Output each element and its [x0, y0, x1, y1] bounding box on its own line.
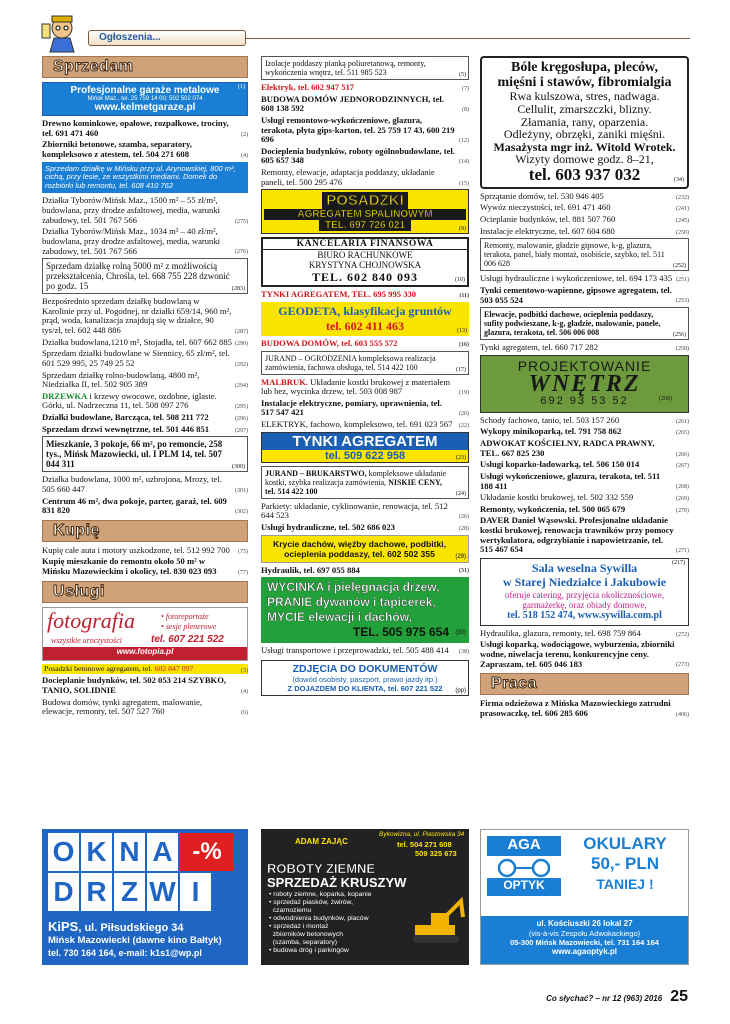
ad-tynki-agregatem: TYNKI AGREGATEM tel. 509 622 958 (23)	[261, 432, 469, 463]
ad-sywilla: Sala weselna Sywilla w Starej Niedziałce i Jakubowie oferuje catering, przyjęcia okolicznościowe, garmażerkę, oraz obiady domowe, tel. 518 152 474, www.sywilla.com.pl (217)	[480, 558, 689, 626]
header-rule	[246, 38, 690, 39]
service-line: zbiorników betonowych	[269, 931, 344, 939]
ad-adam-zajac: ADAM ZAJĄC Bykowizna, ul. Piastowska 34 tel. 504 271 608 509 325 673 ROBOTY ZIEMNE SPRZEDAŻ KRUSZYW • roboty ziemne, koparka, kopanie • sprzedaż piasków, żwirów, czarnoziemu • odwodnienia budynków, placów • sprzedaż i montaż zbiorników betonowych (szamba, separatory) • budowa dróg i parkingów	[261, 829, 469, 965]
ad-hydraulik: Hydraulik, tel. 697 055 884 (31)	[261, 564, 469, 575]
box-remonty: Remonty, malowanie, gładzie gipsowe, k-g, glazura, terakota, panel, biały montaż, osobiście, szybko, tel. 511 006 628 (252)	[480, 238, 689, 271]
excavator-icon	[411, 895, 465, 947]
service-line: • roboty ziemne, koparka, kopanie	[269, 891, 374, 898]
classified-item: Usługi wykończeniowe, glazura, terakota, tel. 511 188 411 (268)	[480, 470, 689, 491]
letter-tile: A	[147, 833, 178, 871]
letter-tile: O	[48, 833, 79, 871]
classified-item: DAVER Daniel Wąsowski. Profesjonalne układanie kostki brukowej, renowacja trawników przy pomocy wertykulatora, odgrzybianie i napowietrzanie, tel. 515 467 654 (271)	[480, 515, 689, 555]
service-line: (szamba, separatory)	[269, 939, 337, 947]
classified-item: Parkiety: układanie, cyklinowanie, renowacja, tel. 512 644 523 (26)	[261, 500, 469, 521]
discount-tile: -%	[180, 833, 234, 871]
classified-item: Działki budowlane, Barcząca, tel. 508 211 772 (296)	[42, 412, 248, 422]
service-line: czarnoziemu	[269, 907, 312, 915]
ad-aga-optyk: AGA OPTYK OKULARY 50,- PLN TANIEJ ! ul. Kościuszki 26 lokal 27 (vis-à-vis Zespołu Adwokackiego) 05-300 Mińsk Mazowiecki, tel. 731 164 164 www.agaoptyk.pl	[480, 829, 689, 965]
ad-tynki-2: Tynki agregatem, tel. 660 717 282 (258)	[480, 342, 689, 353]
classified-item: Układanie kostki brukowej, tel. 502 332 559 (269)	[480, 492, 689, 503]
ad-budowa-red: BUDOWA DOMÓW, tel. 603 555 572 (16)	[261, 337, 469, 348]
classified-item: ELEKTRYK, fachowo, kompleksowo, tel. 691 023 567 (22)	[261, 419, 469, 429]
classified-item: Sprzedam drzwi wewnętrzne, tel. 501 446 851 (297)	[42, 423, 248, 434]
ad-drzewka: DRZEWKA i krzewy owocowe, ozdobne, iglaste. Górki, ul. Nadrzeczna 11, tel. 508 097 276 (295)	[42, 390, 248, 411]
box-izolacje: Izolacje poddaszy pianką poliuretanową, remonty, wykończenia wnętrz, tel. 511 985 523 (5)	[261, 56, 469, 80]
classified-item: Docieplanie budynków, tel. 502 053 214 SZYBKO, TANIO, SOLIDNIE (4)	[42, 675, 248, 695]
classified-item: Działka budowlana, 1000 m², uzbrojona, Mrozy, tel. 505 660 447 (301)	[42, 474, 248, 494]
ad-kancelaria: KANCELARIA FINANSOWA BIURO RACHUNKOWE KRYSTYNA CHOJNOWSKA TEL. 602 840 093 (10)	[261, 237, 469, 287]
box-dzialka-rolna: Sprzedam działkę rolną 5000 m² z możliwością przekształcenia, Chrośla, tel. 668 755 228 dzwonić po godz. 15 (283)	[42, 258, 248, 294]
section-header-bar	[88, 30, 246, 46]
service-line: • odwodnienia budynków, placów	[269, 915, 369, 923]
classified-item: BUDOWA DOMÓW JEDNORODZINNYCH, tel. 608 138 592 (8)	[261, 93, 469, 114]
classified-item: Bezpośrednio sprzedam działkę budowlaną w Karolinie przy ul. Pogodnej, nr działki 659/14, 960 m², prąd, woda, kanalizacja znajdują się w działce, 90 tys/zł, tel. 602 448 886 (287)	[42, 296, 248, 335]
ad-praca: Firma odzieżowa z Mińska Mazowieckiego zatrudni prasowaczkę, tel. 606 285 606 (406)	[480, 698, 689, 718]
classified-item: Schody fachowo, tanio, tel. 503 157 260 (261)	[480, 414, 689, 425]
classified-item: Instalacje elektryczne, pomiary, uprawnienia, tel. 517 547 421 (20)	[261, 397, 469, 418]
section-sprzedam: Sprzedam	[42, 56, 248, 78]
page-number: 25	[670, 988, 688, 1005]
ad-krycie-dachow: Krycie dachów, więźby dachowe, podbitki, ocieplenia poddaszy, tel. 602 502 355 (29)	[261, 535, 469, 563]
classified-item: Drewno kominkowe, opałowe, rozpałkowe, trociny, tel. 691 471 460 (2)	[42, 118, 248, 138]
classified-item: Usługi koparko-ładowarką, tel. 506 150 014 (267)	[480, 459, 689, 470]
mascot-icon	[38, 14, 86, 54]
ad-transport: Usługi transportowe i przeprowadzki, tel. 505 488 414 (38)	[261, 645, 469, 656]
ad-garaze: Profesjonalne garaże metalowe Mińsk Maz., tel. 25 759 14 00; 502 502 074 www.kelmetgaraze.pl (1)	[42, 82, 248, 116]
classified-item: Usługi remontowo-wykończeniowe, glazura, terakota, płyta gips-karton, tel. 25 759 17 43, 600 219 696 (12)	[261, 114, 469, 145]
classified-item: Tynki cementowo-wapienne, gipsowe agregatem, tel. 503 055 524 (253)	[480, 284, 689, 305]
letter-tile: K	[81, 833, 112, 871]
column-middle	[261, 56, 469, 696]
classified-item: Sprzedam działki budowlane w Siennicy, 65 zł/m², tel. 601 529 995, 25 749 25 52 (292)	[42, 348, 248, 368]
classified-item: Kupię całe auta i motory uszkodzone, tel. 512 992 700 (75)	[42, 544, 248, 555]
letter-tile: D	[48, 873, 79, 911]
ad-posadzki-betonowe: Posadzki betonowe agregatem, tel. 602 847 097 (3)	[44, 663, 248, 674]
classified-item: Wywóz nieczystości, tel. 691 471 460 (241)	[480, 202, 689, 213]
classified-item: Usługi hydrauliczne i wykończeniowe, tel. 694 173 435 (251)	[480, 273, 689, 284]
box-jurand-ogrodzenia: JURAND – OGRODZENIA kompleksowa realizacja zamówienia, fachowa obsługa, tel. 514 422 100 (17)	[261, 351, 469, 375]
classified-item: Remonty, wykończenia, tel. 500 065 679 (270)	[480, 503, 689, 514]
ad-bole-kregoslupa: Bóle kręgosłupa, pleców, mięśni i stawów, fibromialgia Rwa kulszowa, stres, nadwaga. Cellulit, zmarszczki, blizny. Złamania, rany, oparzenia. Odleżyny, obrzęki, zaniki mięśni. Masażysta mgr inż. Witold Wrotek. Wizyty domowe godz. 8–21, tel. 603 937 032 (34)	[480, 56, 689, 189]
box-jurand-brukarstwo: JURAND – BRUKARSTWO, kompleksowe układanie kostki, szybka realizacja zamówienia, NISKIE CENY, tel. 514 422 100 (24)	[261, 466, 469, 499]
classified-item: Sprzedam działkę rolno-budowlaną, 4800 m², Niedziałka II, tel. 502 905 389 (294)	[42, 369, 248, 390]
letter-tile: I	[180, 873, 211, 911]
classified-item: Kupię mieszkanie do remontu około 50 m² w Mińsku Mazowieckim i okolicy, tel. 830 023 093 (77)	[42, 556, 248, 576]
letter-tile: N	[114, 833, 145, 871]
section-header-label: Ogłoszenia...	[99, 32, 161, 43]
column-left	[42, 56, 248, 719]
classified-item: Usługi koparką, wodociągowe, wyburzenia, zbiorniki wodne, niwelacja terenu, konkurencyjne ceny. Zapraszam, tel. 605 046 183 (273)	[480, 639, 689, 669]
box-mieszkanie: Mieszkanie, 3 pokoje, 66 m², po remoncie, 258 tys., Mińsk Mazowiecki, ul. I PLM 14, tel. 507 044 311 (300)	[42, 436, 248, 472]
classified-item: Działka budowlana,1210 m², Stojadła, tel. 607 662 885 (290)	[42, 336, 248, 347]
classified-item: Ocieplanie budynków, tel. 881 507 760 (245)	[480, 214, 689, 225]
classified-item: Centrum 46 m², dwa pokoje, parter, garaż, tel. 609 831 820 (302)	[42, 495, 248, 516]
ad-wycinka: WYCINKA i pielęgnacja drzew, PRANIE dywanów i tapicerek, MYCIE elewacji i dachów, TEL. 505 975 654 (30)	[261, 577, 469, 643]
classified-item: Działka Tyborów/Mińsk Maz., 1500 m² – 55 zł/m², budowlana, przy drodze asfaltowej, media, warunki zabudowy, tel. 501 767 566 (275)	[42, 195, 248, 225]
column-right	[480, 56, 689, 720]
classified-item: Instalacje elektryczne, tel. 607 604 680 (250)	[480, 225, 689, 236]
section-kupie: Kupię	[42, 520, 248, 542]
classified-item: Remonty, elewacje, adaptacja poddaszy, układanie paneli, tel. 500 295 476 (15)	[261, 167, 469, 187]
promo-dzialka: Sprzedam działkę w Mińsku przy ul. Arynowskiej, 800 m², cichą, przy lesie, ze wszystkimi mediami. Domek do rozbiórki lub remontu, tel. 608 410 762	[42, 162, 248, 194]
classified-item: Elektryk, tel. 602 947 517 (7)	[261, 82, 469, 92]
service-line: • sprzedaż i montaż	[269, 923, 329, 931]
box-elewacje: Elewacje, podbitki dachowe, ocieplenia poddaszy, sufity podwieszane, k-g, gładzie, malowanie, panele, glazura, terakota, tel. 506 006 008 (256)	[480, 307, 689, 340]
ad-posadzki-agregatem: POSADZKI AGREGATEM SPALINOWYM TEL. 697 726 021 (9)	[261, 189, 469, 234]
letter-tile: R	[81, 873, 112, 911]
service-line: • sprzedaż piasków, żwirów,	[269, 899, 353, 907]
classified-item: Sprzątanie domów, tel. 530 946 405 (232)	[480, 190, 689, 201]
ad-okna-drzwi: O K N A -% D R Z W I KiPS, ul. Piłsudskiego 34 Mińsk Mazowiecki (dawne kino Bałtyk) tel. 730 164 164, e-mail: k1s1@wp.pl	[42, 829, 248, 965]
ad-tynki-red: TYNKI AGREGATEM, TEL. 695 995 330 (11)	[261, 289, 469, 300]
classified-item: Wykopy minikoparką, tel. 791 758 862 (265)	[480, 426, 689, 437]
classified-item: Hydraulika, glazura, remonty, tel. 698 759 864 (272)	[480, 627, 689, 638]
classified-item: Zbiorniki betonowe, szamba, separatory, kompleksowo z atestem, tel. 504 271 608 (4)	[42, 139, 248, 159]
page-footer: Co słychać? – nr 12 (963) 2016 25	[546, 988, 688, 1005]
ad-zdjecia: ZDJĘCIA DO DOKUMENTÓW (dowód osobisty, paszport, prawo jazdy itp.) Z DOJAZDEM DO KLIENTA, tel. 607 221 522 (pp)	[261, 660, 469, 696]
ad-malbruk: MALBRUK. Układanie kostki brukowej z materiałem lub bez, wycinka drzew, tel. 503 008 987 (19)	[261, 376, 469, 397]
section-praca: Praca	[480, 673, 689, 695]
classified-item: Usługi hydrauliczne, tel. 502 686 023 (28)	[261, 521, 469, 532]
glasses-icon	[487, 858, 561, 878]
classified-item: Działka Tyborów/Mińsk Maz., 1034 m² – 40 zł/m², budowlana, przy drodze asfaltowej, media, warunki zabudowy, tel. 501 767 566 (276)	[42, 226, 248, 256]
section-uslugi: Usługi	[42, 581, 248, 603]
classified-item: ADWOKAT KOŚCIELNY, RADCA PRAWNY, TEL. 667 825 230 (266)	[480, 438, 689, 458]
letter-tile: W	[147, 873, 178, 911]
ad-geodeta: GEODETA, klasyfikacja gruntów tel. 602 411 463 (13)	[261, 302, 469, 336]
ad-projektowanie: PROJEKTOWANIE WNĘTRZ 692 93 53 52 (260)	[480, 355, 689, 413]
service-line: • budowa dróg i parkingów	[269, 947, 349, 955]
classified-item: Budowa domów, tynki agregatem, malowanie, elewacje, remonty, tel. 507 527 760 (6)	[42, 696, 248, 717]
letter-tile: Z	[114, 873, 145, 911]
ad-fotografia: fotografia • fotoreportaże • sesje plenerowe wszystkie uroczystości tel. 607 221 522 www.fotopia.pl	[42, 607, 248, 661]
classified-item: Docieplenia budynków, roboty ogólnobudowlane, tel. 605 657 348 (14)	[261, 145, 469, 166]
